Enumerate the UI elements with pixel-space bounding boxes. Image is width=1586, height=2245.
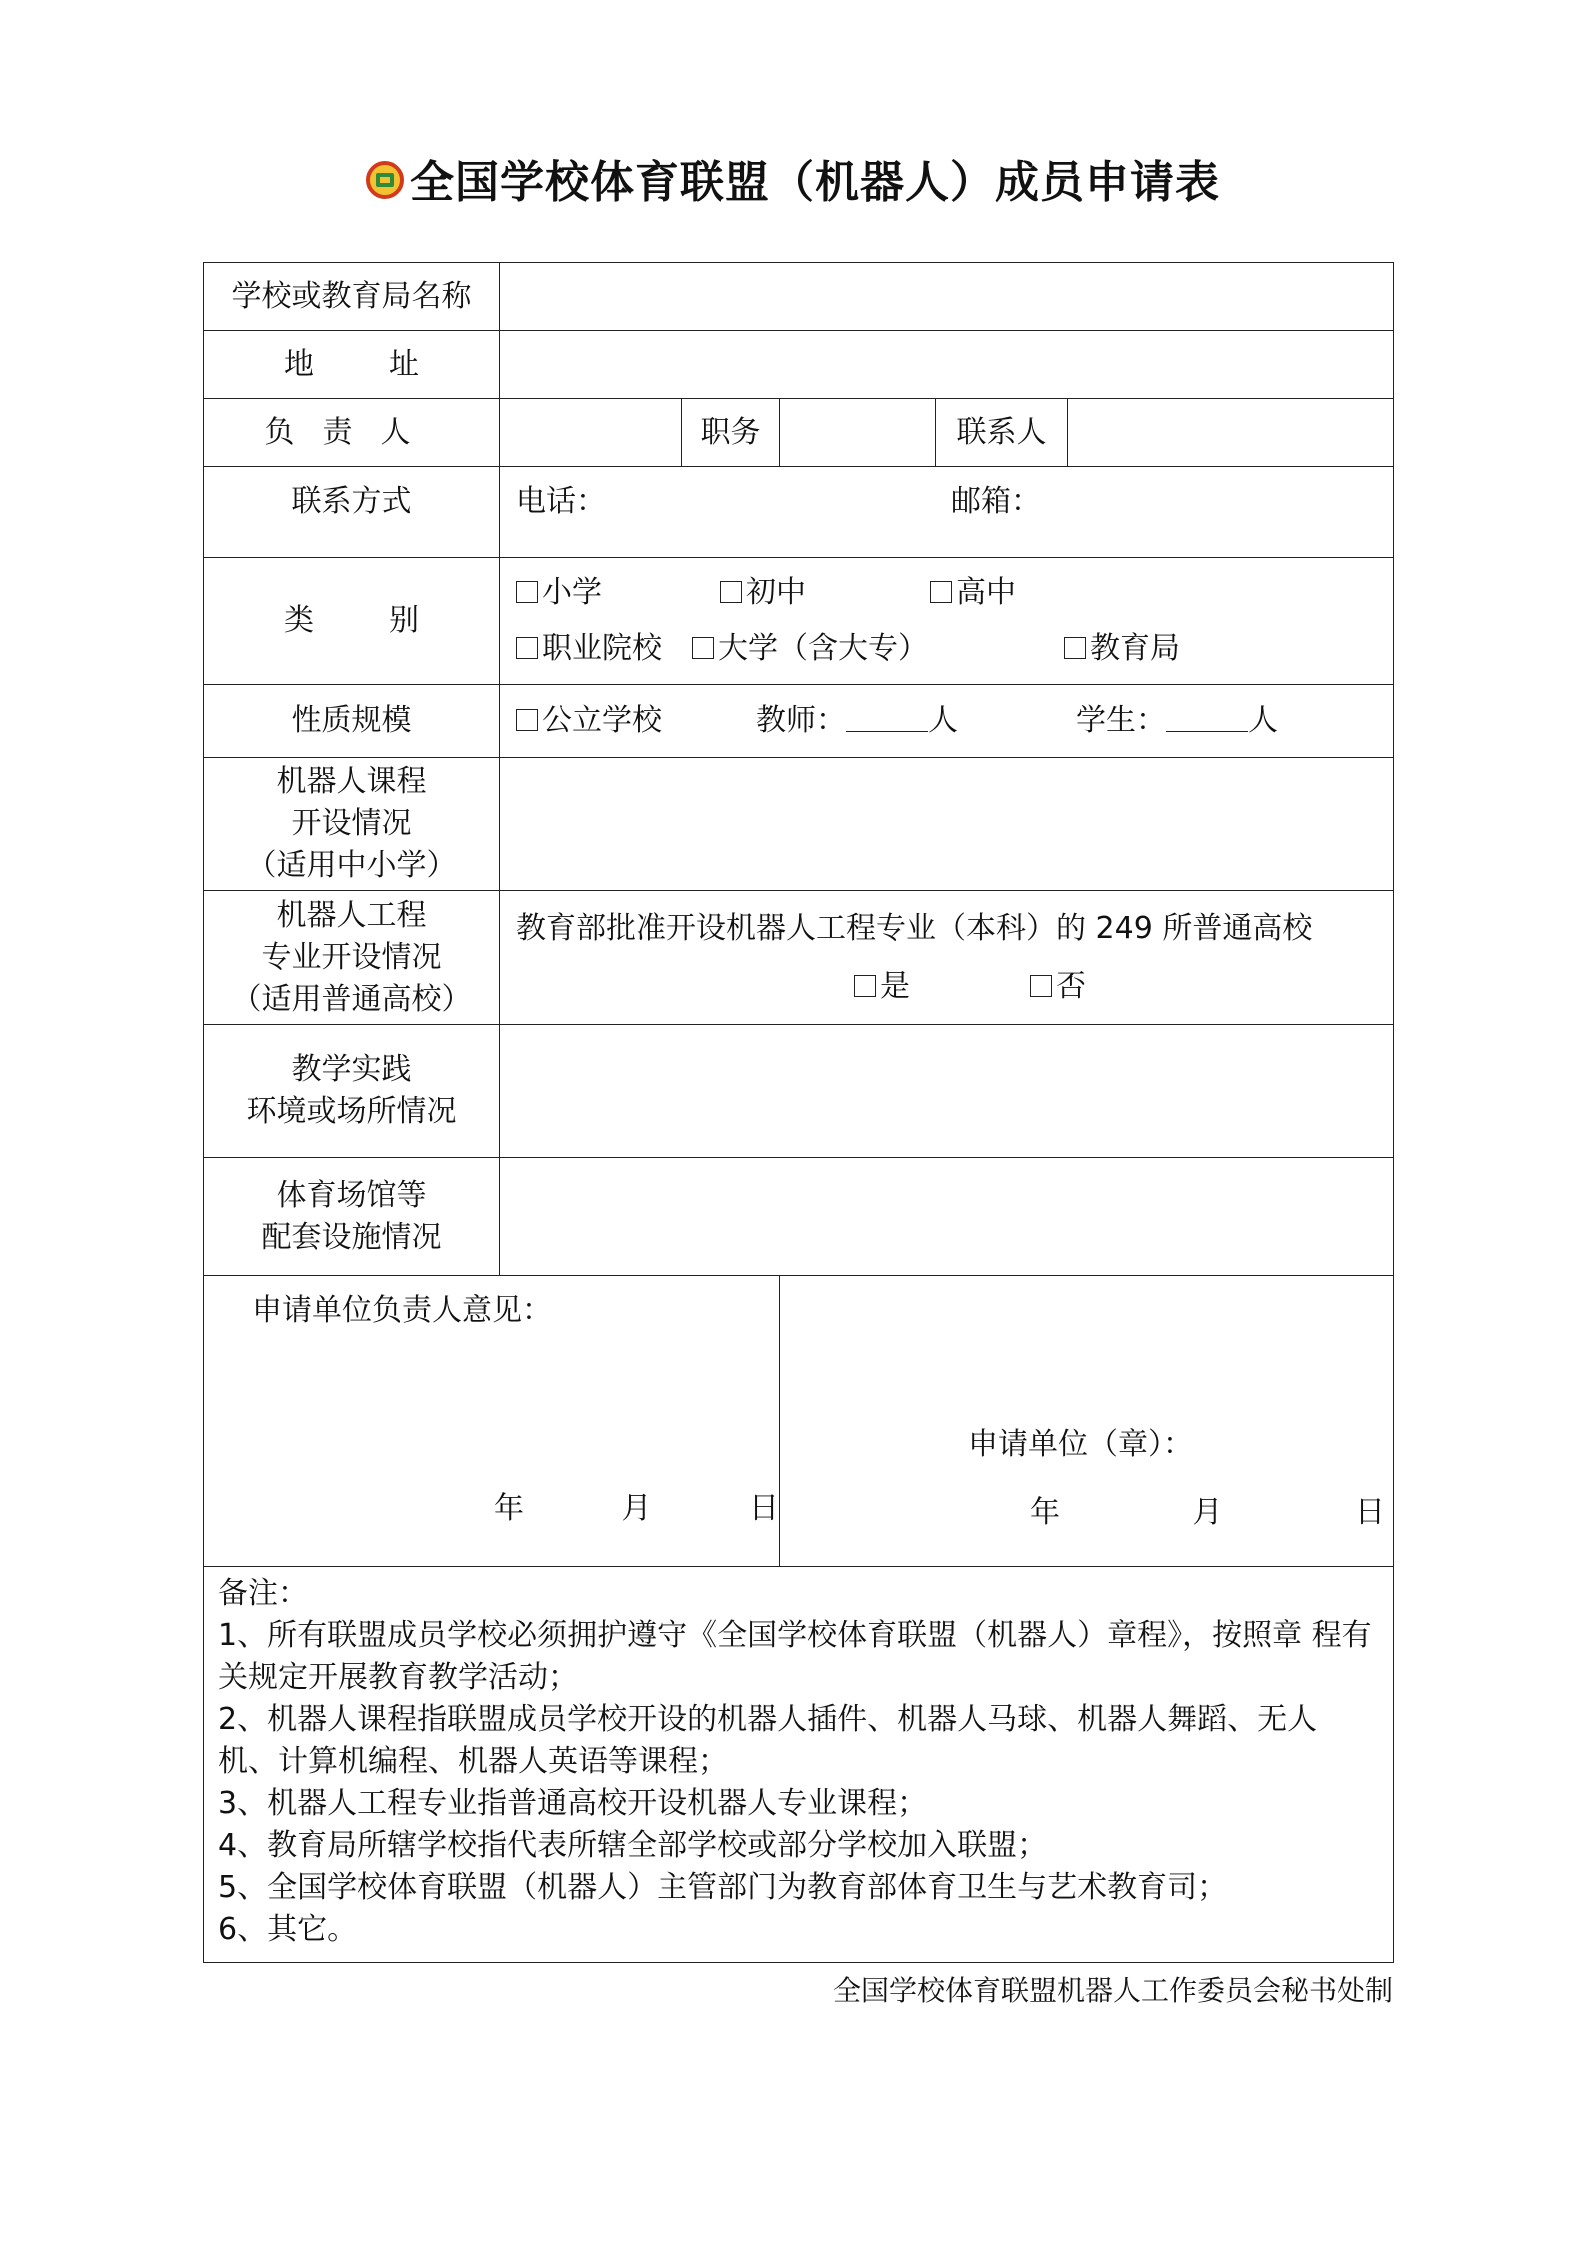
robot-major-field xyxy=(500,891,1394,1025)
row-contact xyxy=(204,467,1394,558)
row-robot-course xyxy=(204,758,1394,891)
note-item: 2、机器人课程指联盟成员学校开设的机器人插件、机器人马球、机器人舞蹈、无人 机、计算机编程、机器人英语等课程； xyxy=(218,1702,1318,1779)
responsible-field[interactable] xyxy=(500,399,682,467)
robot-major-yes[interactable]: 是 xyxy=(854,958,1030,1016)
checkbox-icon[interactable] xyxy=(930,581,952,603)
nature-label: 性质规模 xyxy=(204,685,500,758)
notes-cell xyxy=(204,1567,1394,1963)
venue-label: 体育场馆等 配套设施情况 xyxy=(204,1158,500,1276)
opinion-right-date: 年 月 日 xyxy=(1030,1495,1385,1530)
robot-major-no[interactable]: 否 xyxy=(1030,958,1086,1016)
category-label xyxy=(204,558,500,685)
robot-major-question: 教育部批准开设机器人工程专业（本科）的 249 所普通高校 xyxy=(516,910,1313,946)
row-category xyxy=(204,558,1394,685)
robot-major-label: 机器人工程 专业开设情况 （适用普通高校） xyxy=(204,891,500,1025)
phone-label: 电话： xyxy=(516,484,606,519)
opinion-right-label: 申请单位（章）： xyxy=(968,1427,1193,1462)
checkbox-icon[interactable] xyxy=(854,975,876,997)
school-name-label: 学校或教育局名称 xyxy=(204,263,500,331)
opinion-left-cell[interactable] xyxy=(204,1276,780,1567)
practice-field[interactable] xyxy=(500,1025,1394,1158)
row-venue xyxy=(204,1158,1394,1276)
checkbox-icon[interactable] xyxy=(516,581,538,603)
teachers-count-field[interactable] xyxy=(846,701,928,732)
opinion-left-date: 年 月 日 xyxy=(494,1491,779,1526)
row-responsible xyxy=(204,399,1394,467)
responsible-label xyxy=(204,399,500,467)
category-option-university[interactable]: 大学（含大专） xyxy=(692,621,1064,677)
category-options xyxy=(500,558,1394,685)
row-practice xyxy=(204,1025,1394,1158)
opinion-left-label: 申请单位负责人意见： xyxy=(252,1293,552,1328)
row-school-name xyxy=(204,263,1394,331)
row-address xyxy=(204,331,1394,399)
form-title-text: 全国学校体育联盟（机器人）成员申请表 xyxy=(410,157,1220,208)
checkbox-icon[interactable] xyxy=(516,637,538,659)
note-item: 5、全国学校体育联盟（机器人）主管部门为教育部体育卫生与艺术教育司； xyxy=(218,1870,1228,1905)
checkbox-icon[interactable] xyxy=(1064,637,1086,659)
venue-field[interactable] xyxy=(500,1158,1394,1276)
position-field[interactable] xyxy=(780,399,936,467)
teachers-unit: 人 xyxy=(928,703,958,738)
category-option-vocational[interactable]: 职业院校 xyxy=(516,621,692,677)
note-item: 1、所有联盟成员学校必须拥护遵守《全国学校体育联盟（机器人）章程》，按照章 程有关规定开展教育教学活动； xyxy=(218,1618,1372,1695)
checkbox-icon[interactable] xyxy=(1030,975,1052,997)
email-label: 邮箱： xyxy=(951,484,1041,519)
robot-course-field[interactable] xyxy=(500,758,1394,891)
note-item: 4、教育局所辖学校指代表所辖全部学校或部分学校加入联盟； xyxy=(218,1828,1048,1863)
category-option-education-bureau[interactable]: 教育局 xyxy=(1064,621,1180,677)
robot-course-label: 机器人课程 开设情况 （适用中小学） xyxy=(204,758,500,891)
checkbox-icon[interactable] xyxy=(692,637,714,659)
row-nature xyxy=(204,685,1394,758)
contact-person-field[interactable] xyxy=(1068,399,1394,467)
form-title xyxy=(0,148,1586,218)
category-option-junior[interactable]: 初中 xyxy=(720,565,930,621)
nature-option-public[interactable]: 公立学校 xyxy=(516,700,756,742)
row-robot-major xyxy=(204,891,1394,1025)
students-label: 学生： xyxy=(1076,703,1166,738)
address-label-b: 址 xyxy=(389,346,419,382)
category-label-a: 类 xyxy=(284,603,314,638)
school-name-field[interactable] xyxy=(500,263,1394,331)
practice-label: 教学实践 环境或场所情况 xyxy=(204,1025,500,1158)
note-item: 3、机器人工程专业指普通高校开设机器人专业课程； xyxy=(218,1786,928,1821)
category-option-primary[interactable]: 小学 xyxy=(516,565,720,621)
contact-label: 联系方式 xyxy=(204,467,500,558)
alliance-logo-icon xyxy=(366,150,404,188)
footer-issuer: 全国学校体育联盟机器人工作委员会秘书处制 xyxy=(832,1974,1393,2007)
contact-field[interactable] xyxy=(500,467,1394,558)
category-option-senior[interactable]: 高中 xyxy=(930,565,1016,621)
opinion-right-cell[interactable] xyxy=(780,1276,1394,1567)
checkbox-icon[interactable] xyxy=(720,581,742,603)
responsible-label-text: 负责人 xyxy=(264,414,439,450)
address-label xyxy=(204,331,500,399)
position-label: 职务 xyxy=(682,399,780,467)
application-form-table xyxy=(203,262,1394,1963)
address-label-a: 地 xyxy=(284,346,314,382)
row-opinion xyxy=(204,1276,1394,1567)
nature-field xyxy=(500,685,1394,758)
students-unit: 人 xyxy=(1248,703,1278,738)
contact-person-label: 联系人 xyxy=(936,399,1068,467)
notes-heading: 备注： xyxy=(218,1576,308,1611)
teachers-label: 教师： xyxy=(756,703,846,738)
address-field[interactable] xyxy=(500,331,1394,399)
row-notes xyxy=(204,1567,1394,1963)
category-label-b: 别 xyxy=(389,603,419,638)
checkbox-icon[interactable] xyxy=(516,709,538,731)
note-item: 6、其它。 xyxy=(218,1912,358,1947)
students-count-field[interactable] xyxy=(1166,701,1248,732)
